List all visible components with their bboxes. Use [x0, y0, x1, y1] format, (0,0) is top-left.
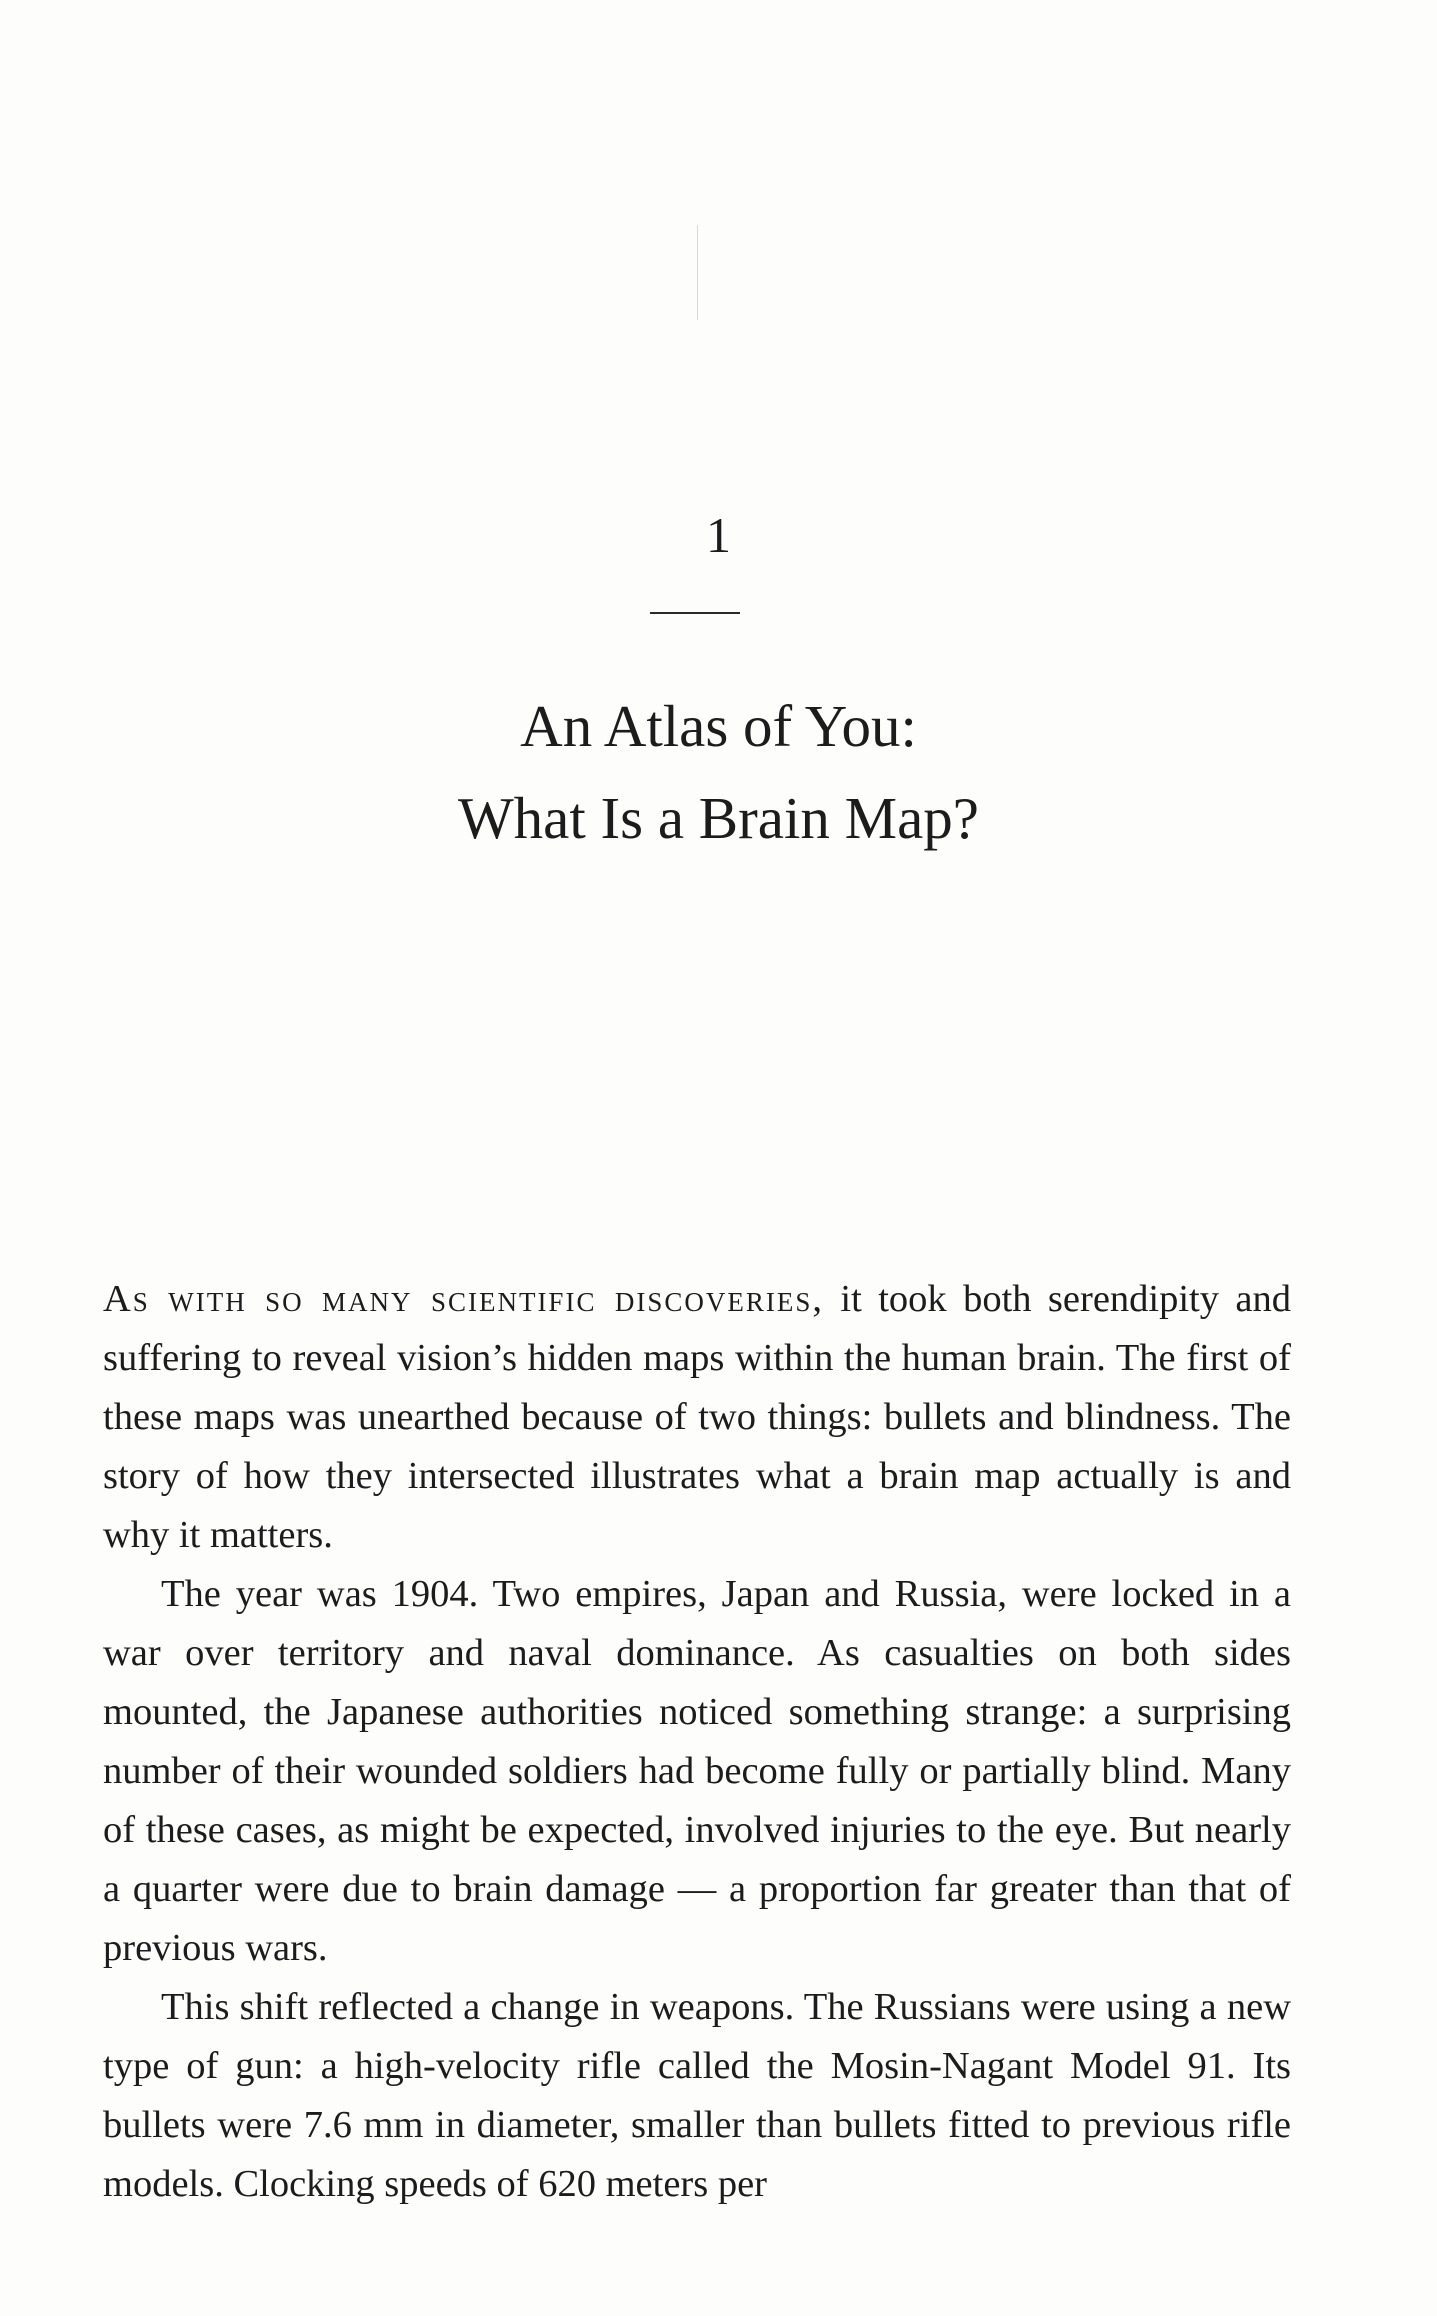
paragraph-2: The year was 1904. Two empires, Japan and Russia, were locked in a war over territory and naval dominance. As casualties on both sides mounted, the Japanese authorities noticed something strange: a surprising number of their wounded soldiers had become fully or partially blind. Many of these cases, as might be expected, involved injuries to the eye. But nearly a quarter were due to brain damage — a proportion far greater than that of previous wars.: [103, 1573, 1291, 1969]
paragraph-3: This shift reflected a change in weapons. The Russians were using a new type of gun: a high-velocity rifle called the Mosin-Nagant Model 91. Its bullets were 7.6 mm in diameter, smaller than bullets fitted to previous rifle models. Clocking speeds of 620 meters per: [103, 1986, 1291, 2205]
paragraph-1-text: it took both serendipity and suffering to reveal vision’s hidden maps within the human brain. The first of these maps was unearthed because of two things: bullets and blindness. The story of how they intersected illustrates what a brain map actually is and why it matters.: [103, 1278, 1291, 1556]
chapter-title-line-1: An Atlas of You:: [520, 693, 917, 759]
body-text: [103, 1270, 1291, 2214]
paragraph-lead-in: As with so many scientific discoveries,: [103, 1278, 824, 1320]
chapter-title-line-2: What Is a Brain Map?: [458, 785, 979, 851]
chapter-divider: [650, 612, 740, 614]
chapter-number: 1: [706, 507, 731, 563]
scan-artifact: [697, 225, 698, 320]
paragraph-1: [103, 1270, 1291, 1565]
chapter-title: [0, 680, 1437, 864]
